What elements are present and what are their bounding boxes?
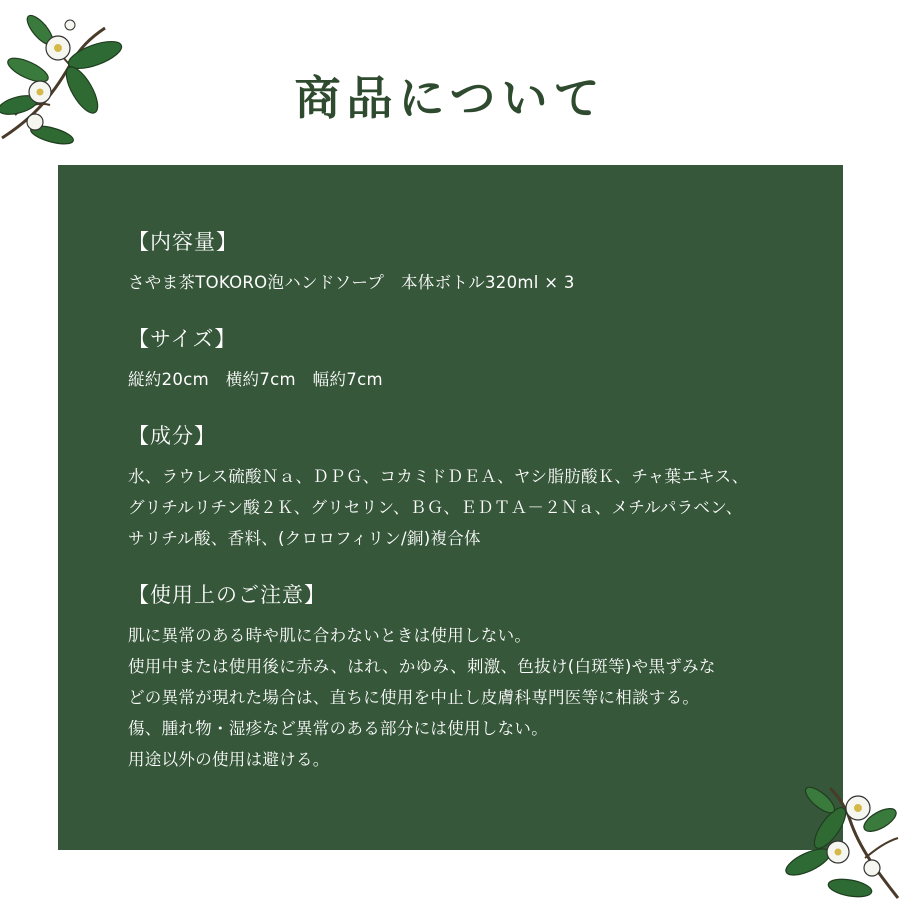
section-heading: 【使用上のご注意】 (128, 583, 326, 607)
section-ingredients (128, 421, 828, 554)
section-cautions (128, 580, 828, 775)
section-line: どの異常が現れた場合は、直ちに使用を中止し皮膚科専門医等に相談する。 (128, 688, 700, 707)
section-line: 縦約20cm 横約7cm 幅約7cm (128, 370, 383, 389)
section-line: 水、ラウレス硫酸Ｎａ、ＤＰＧ、コカミドＤＥＡ、ヤシ脂肪酸Ｋ、チャ葉エキス、 (128, 467, 749, 486)
section-heading: 【成分】 (128, 424, 216, 448)
section-contents (128, 227, 828, 298)
section-line: 傷、腫れ物・湿疹など異常のある部分には使用しない。 (128, 719, 548, 738)
section-line: さやま茶TOKORO泡ハンドソープ 本体ボトル320ml × 3 (128, 273, 575, 292)
section-line: グリチルリチン酸２Ｋ、グリセリン、ＢＧ、ＥＤＴＡ－２Ｎａ、メチルパラベン、 (128, 498, 743, 517)
section-line: 用途以外の使用は避ける。 (128, 750, 330, 769)
page-title: 商品について (294, 71, 606, 125)
section-line: 使用中または使用後に赤み、はれ、かゆみ、刺激、色抜け(白斑等)や黒ずみな (128, 657, 716, 676)
section-heading: 【内容量】 (128, 230, 238, 254)
section-size (128, 324, 828, 395)
section-line: 肌に異常のある時や肌に合わないときは使用しない。 (128, 626, 532, 645)
product-info-content (128, 227, 828, 801)
section-heading: 【サイズ】 (128, 327, 237, 351)
product-info-panel (58, 165, 843, 850)
section-line: サリチル酸、香料、(クロロフィリン/銅)複合体 (128, 529, 481, 548)
tea-branch-icon (780, 780, 900, 900)
